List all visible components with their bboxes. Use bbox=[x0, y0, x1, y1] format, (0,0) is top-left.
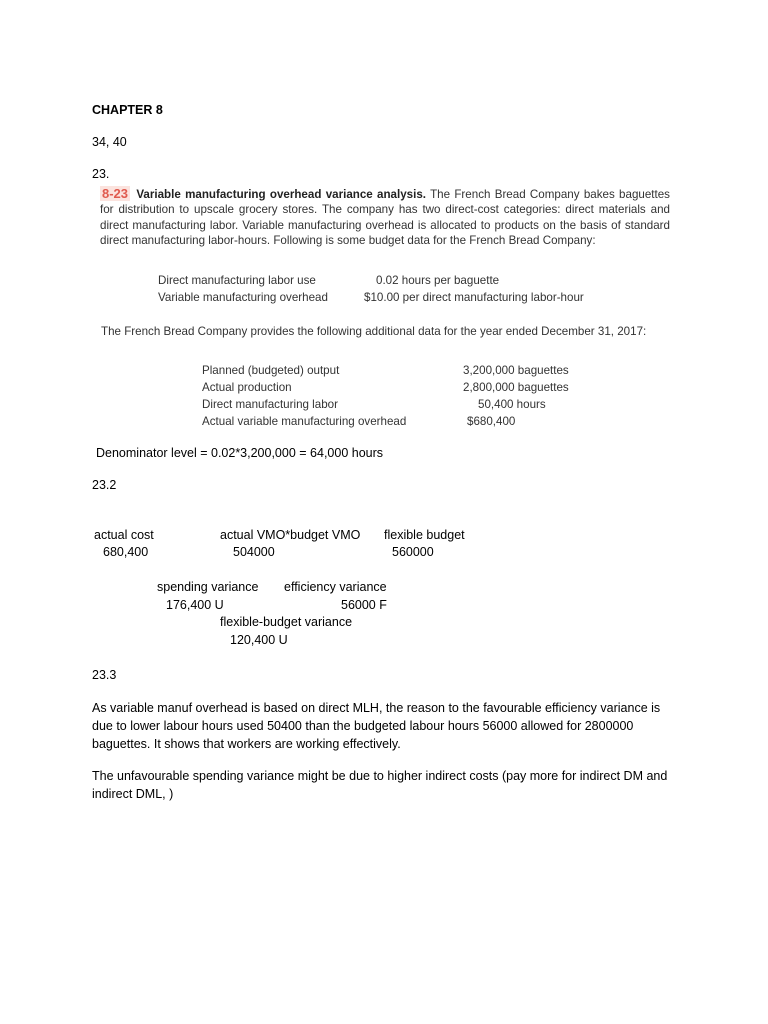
actual-row-label: Direct manufacturing labor bbox=[202, 398, 338, 411]
actual-row-label: Actual variable manufacturing overhead bbox=[202, 415, 407, 428]
actual-cost-header: actual cost bbox=[94, 528, 154, 542]
excerpt-intro-paragraph bbox=[100, 186, 670, 249]
budget-row-value: 0.02 hours per baguette bbox=[376, 274, 500, 287]
problem-label: 23. bbox=[92, 167, 110, 181]
actual-cost-value: 680,400 bbox=[103, 545, 149, 559]
flexible-budget-variance-value: 120,400 U bbox=[230, 633, 288, 647]
spending-variance-value: 176,400 U bbox=[166, 598, 224, 612]
budget-row-label: Variable manufacturing overhead bbox=[158, 291, 328, 304]
actual-vmo-value: 504000 bbox=[233, 545, 275, 559]
efficiency-variance-label: efficiency variance bbox=[284, 580, 387, 594]
efficiency-variance-value: 56000 F bbox=[341, 598, 387, 612]
denominator-line: Denominator level = 0.02*3,200,000 = 64,000 hours bbox=[96, 446, 384, 460]
excerpt-title: Variable manufacturing overhead variance analysis. bbox=[136, 188, 427, 201]
paragraph-text: As variable manuf overhead is based on direct MLH, the reason to the favourable efficiency variance is due to lower labour hours used 50400 than the budgeted labour hours 56000 allowed for 2800000 baguettes. It shows that workers are working effectively. bbox=[92, 701, 661, 751]
section-3-label: 23.3 bbox=[92, 668, 117, 682]
actual-row-value: 2,800,000 baguettes bbox=[463, 381, 569, 394]
problems-list: 34, 40 bbox=[92, 135, 127, 149]
actual-row-label: Actual production bbox=[202, 381, 292, 394]
explanation-paragraph-1 bbox=[92, 699, 682, 753]
spending-variance-label: spending variance bbox=[157, 580, 259, 594]
excerpt-problem-number: 8-23 bbox=[102, 186, 129, 201]
explanation-paragraph-2 bbox=[92, 767, 682, 803]
actual-vmo-header: actual VMO*budget VMO bbox=[220, 528, 361, 542]
excerpt-intro-text: The French Bread Company bakes baguettes for distribution to upscale grocery stores. The company has two direct-cost categories: direct materials and direct manufacturing labor. Variable manufacturing overhead is allocated to products on the basis of standard direct manufacturing labor-hours. Following is some budget data for the French Bread Company: bbox=[100, 188, 670, 248]
flexible-budget-header: flexible budget bbox=[384, 528, 465, 542]
actual-row-label: Planned (budgeted) output bbox=[202, 364, 340, 377]
actual-row-value: $680,400 bbox=[467, 415, 516, 428]
textbook-excerpt bbox=[100, 186, 670, 249]
budget-row-value: $10.00 per direct manufacturing labor-hour bbox=[364, 291, 584, 304]
flexible-budget-value: 560000 bbox=[392, 545, 434, 559]
chapter-heading: CHAPTER 8 bbox=[92, 103, 163, 117]
actual-row-value: 50,400 hours bbox=[478, 398, 546, 411]
actual-row-value: 3,200,000 baguettes bbox=[463, 364, 569, 377]
section-2-label: 23.2 bbox=[92, 478, 117, 492]
excerpt-additional-intro: The French Bread Company provides the following additional data for the year ended December 31, 2017: bbox=[101, 325, 647, 338]
paragraph-text: The unfavourable spending variance might be due to higher indirect costs (pay more for indirect DM and indirect DML, ) bbox=[92, 769, 668, 801]
flexible-budget-variance-label: flexible-budget variance bbox=[220, 615, 353, 629]
budget-row-label: Direct manufacturing labor use bbox=[158, 274, 316, 287]
